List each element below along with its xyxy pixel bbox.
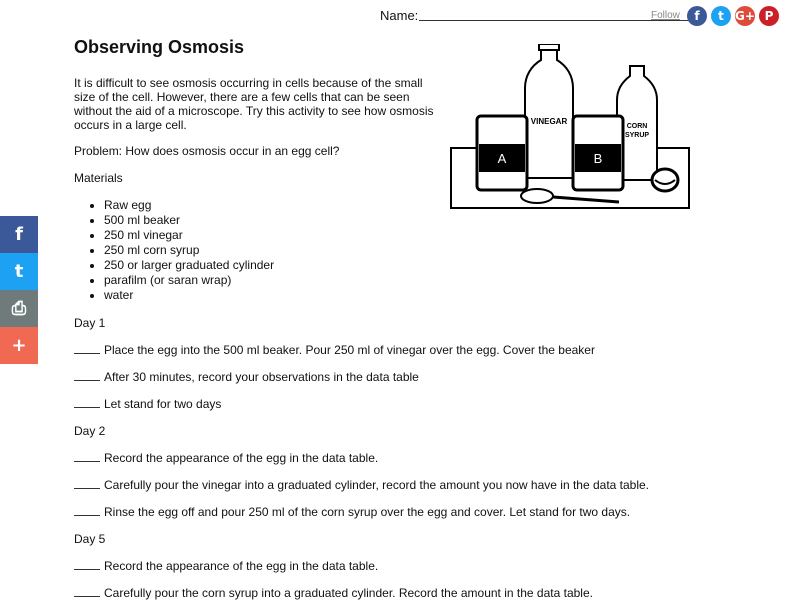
day-heading: Day 1: [74, 316, 106, 330]
day-heading: Day 5: [74, 532, 106, 546]
step-checkbox-blank[interactable]: [74, 586, 100, 597]
procedure-step: [74, 397, 774, 411]
materials-item: • parafilm (or saran wrap): [104, 273, 774, 288]
jar-a-label: A: [497, 151, 507, 166]
worksheet-content: [74, 36, 774, 613]
procedure-step: [74, 343, 774, 357]
corn-label-1: CORN: [626, 123, 648, 130]
procedure-step: [74, 559, 774, 573]
materials-item: • 250 ml corn syrup: [104, 243, 774, 258]
day-heading: Day 2: [74, 424, 106, 438]
follow-label[interactable]: Follow: [651, 10, 680, 21]
step-checkbox-blank[interactable]: [74, 370, 100, 381]
step-text: Place the egg into the 500 ml beaker. Pour 250 ml of vinegar over the egg. Cover the beaker: [104, 343, 595, 357]
step-text: Carefully pour the vinegar into a graduated cylinder, record the amount you now have in the data table.: [104, 478, 650, 492]
procedure-step: [74, 478, 774, 492]
share-sidebar: [0, 216, 38, 364]
corn-label-2: SYRUP: [624, 132, 650, 139]
step-checkbox-blank[interactable]: [74, 505, 100, 516]
step-checkbox-blank[interactable]: [74, 397, 100, 408]
step-checkbox-blank[interactable]: [74, 559, 100, 570]
twitter-share-button[interactable]: t: [0, 253, 38, 290]
vinegar-label: VINEGAR: [530, 117, 568, 126]
intro-paragraph: It is difficult to see osmosis occurring in cells because of the small size of the cell. However, there are a few cells that can be seen without the aid of a microscope. Try this activity to see how osmosis occurs in a large cell.: [74, 76, 434, 132]
step-text: Let stand for two days: [104, 397, 222, 411]
jar-b-label: B: [593, 151, 603, 166]
materials-list: [74, 198, 774, 303]
procedure-step: [74, 586, 774, 600]
facebook-share-button[interactable]: f: [0, 216, 38, 253]
name-field: [380, 8, 418, 23]
materials-item: • water: [104, 288, 774, 303]
materials-item: • Raw egg: [104, 198, 774, 213]
name-label: Name:: [380, 8, 419, 23]
pinterest-icon[interactable]: P: [759, 6, 779, 26]
materials-heading: Materials: [74, 171, 123, 185]
facebook-icon[interactable]: f: [687, 6, 707, 26]
step-text: After 30 minutes, record your observations in the data table: [104, 370, 419, 384]
step-checkbox-blank[interactable]: [74, 451, 100, 462]
step-text: Carefully pour the corn syrup into a graduated cylinder. Record the amount in the data table.: [104, 586, 593, 600]
step-checkbox-blank[interactable]: [74, 343, 100, 354]
page-title: Observing Osmosis: [74, 37, 245, 57]
procedure-step: [74, 505, 774, 519]
procedure: [74, 316, 774, 600]
problem-statement: Problem: How does osmosis occur in an egg cell?: [74, 144, 340, 158]
step-text: Record the appearance of the egg in the data table.: [104, 559, 379, 573]
procedure-step: [74, 451, 774, 465]
step-text: Rinse the egg off and pour 250 ml of the corn syrup over the egg and cover. Let stand for two days.: [104, 505, 631, 519]
step-text: Record the appearance of the egg in the data table.: [104, 451, 379, 465]
twitter-icon[interactable]: t: [711, 6, 731, 26]
materials-item: • 250 ml vinegar: [104, 228, 774, 243]
procedure-step: [74, 370, 774, 384]
plus-share-button[interactable]: +: [0, 327, 38, 364]
materials-item: • 500 ml beaker: [104, 213, 774, 228]
social-follow-icons: [687, 6, 779, 26]
print-share-button[interactable]: ⎙: [0, 290, 38, 327]
googleplus-icon[interactable]: G+: [735, 6, 755, 26]
step-checkbox-blank[interactable]: [74, 478, 100, 489]
materials-item: • 250 or larger graduated cylinder: [104, 258, 774, 273]
